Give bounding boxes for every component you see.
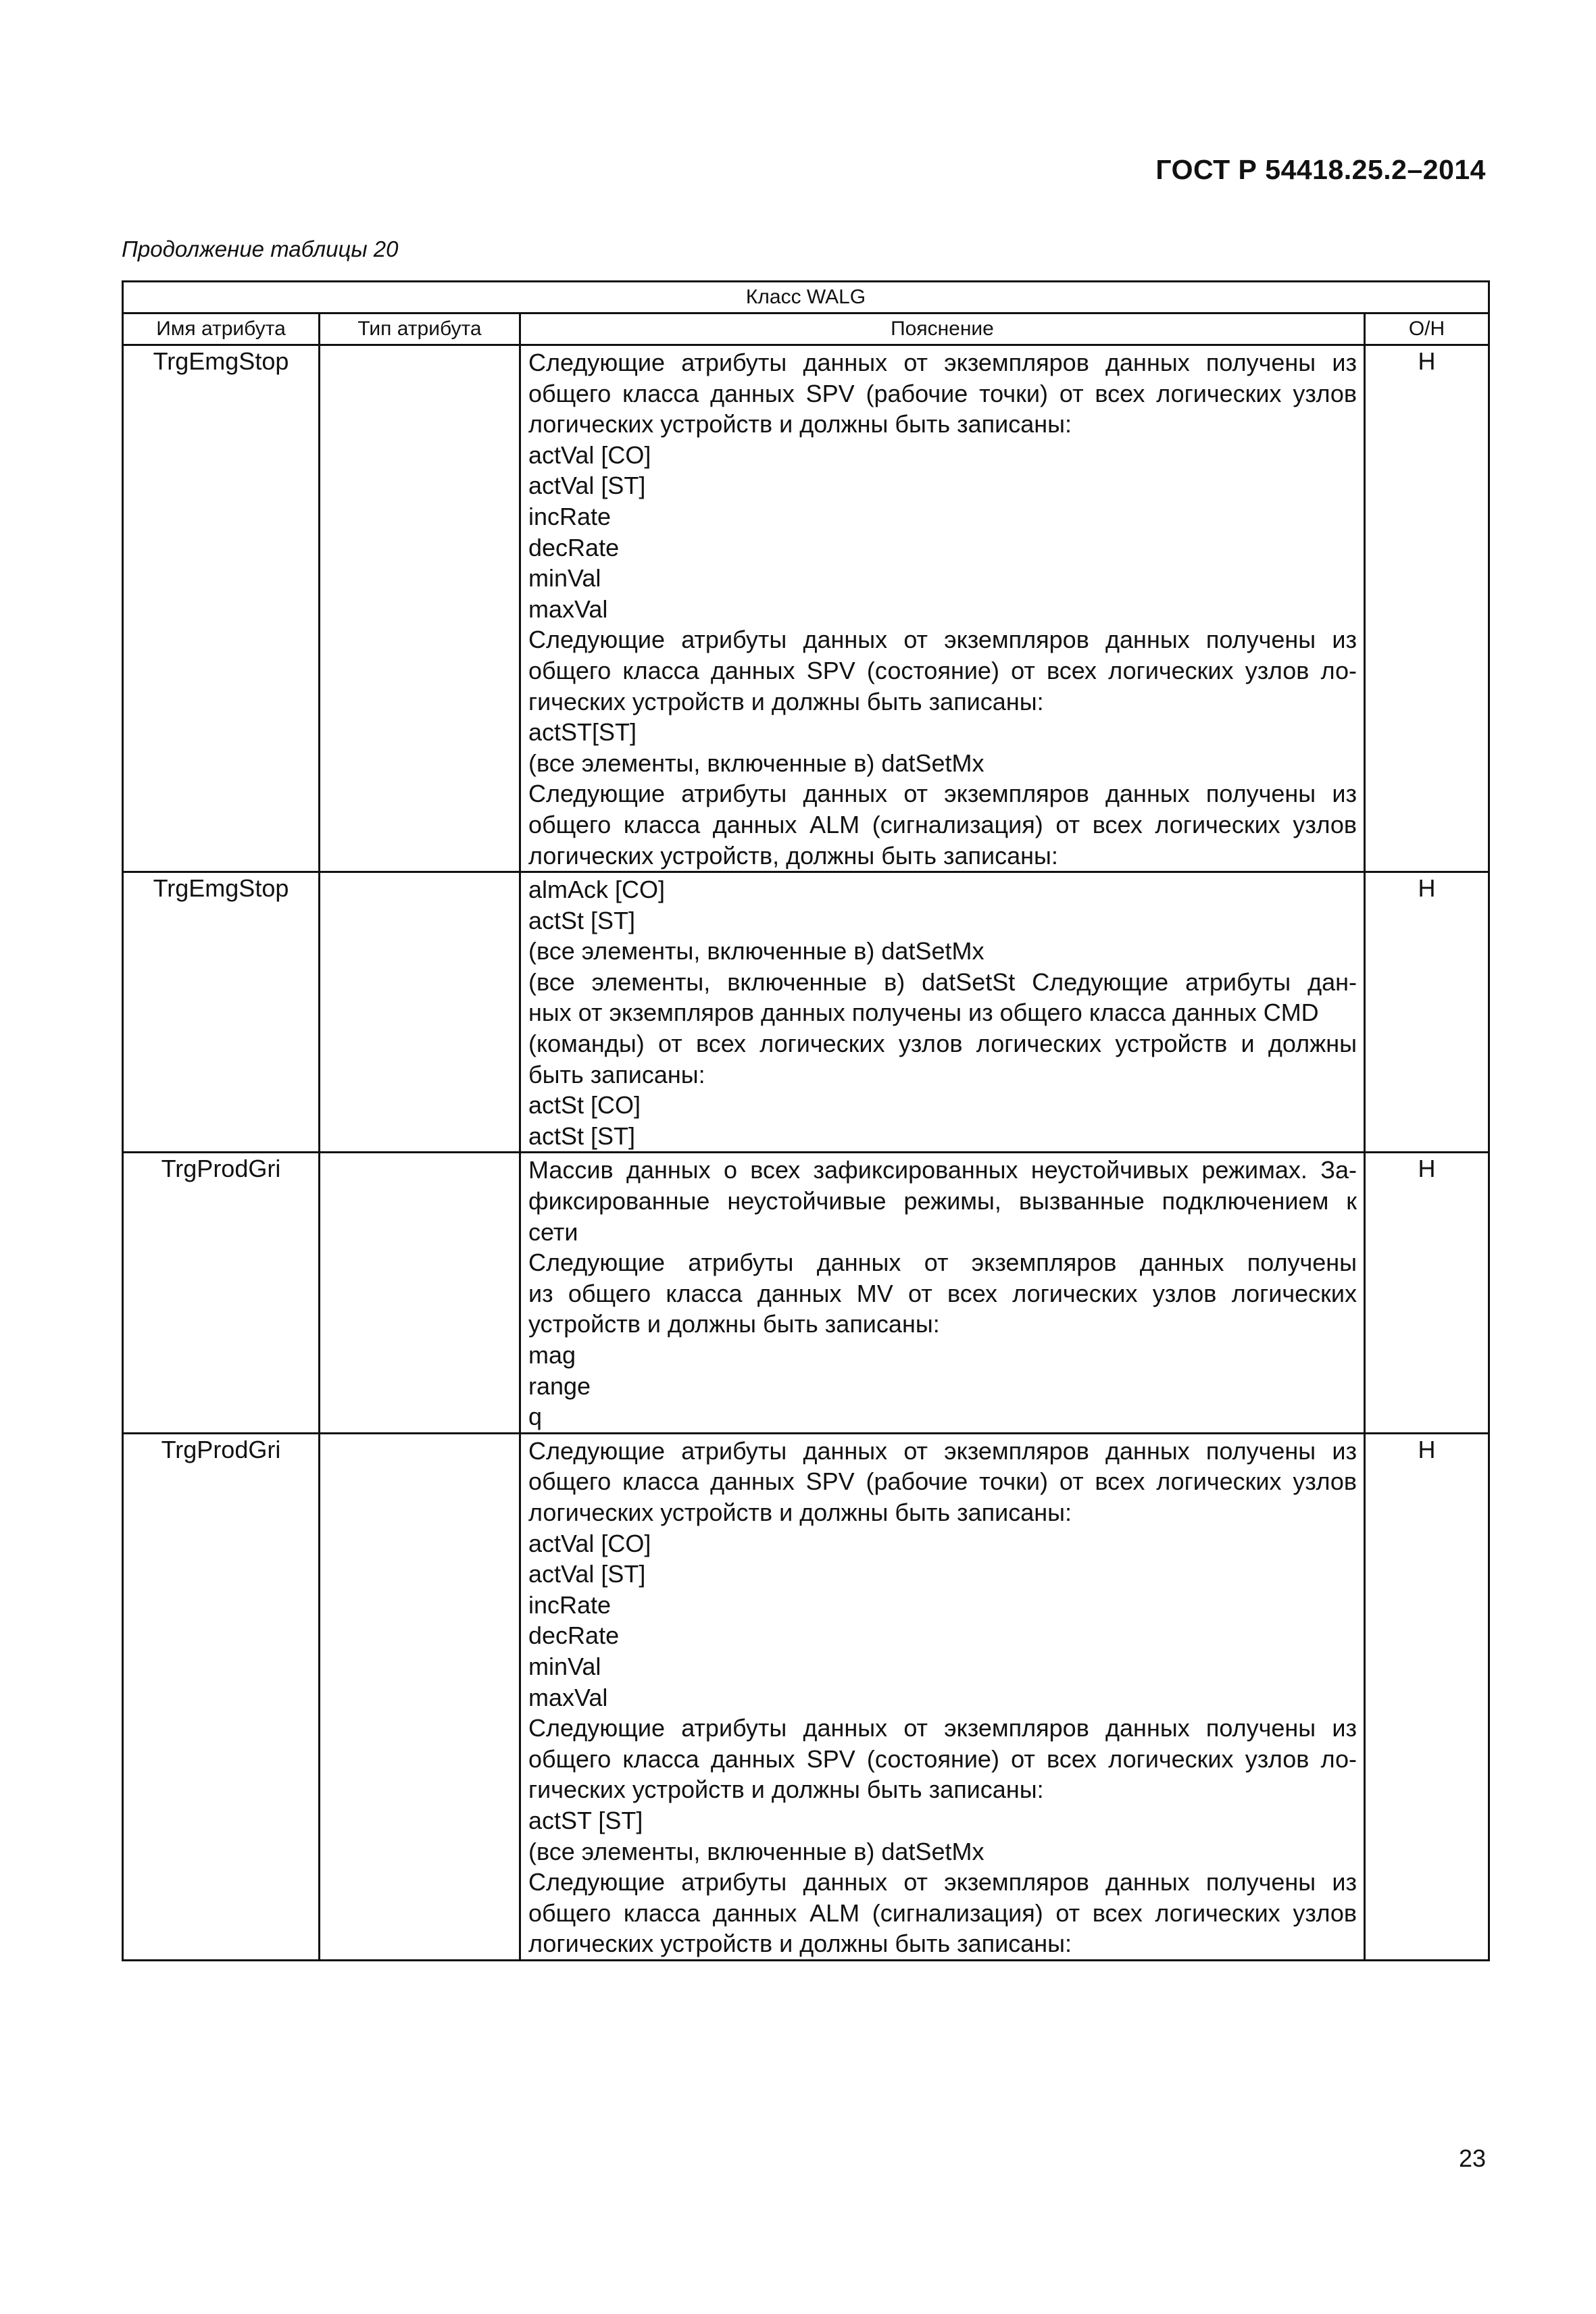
table-caption: Продолжение таблицы 20 (122, 236, 399, 261)
description-line: Следующие атрибуты данных от экземпляров данных получены из (528, 1868, 1357, 1896)
description-line: actVal [ST] (528, 472, 646, 500)
document-standard-header: ГОСТ Р 54418.25.2–2014 (1155, 154, 1486, 185)
column-header-type: Тип атрибута (320, 313, 520, 345)
description-line: общего класса данных ALM (сигнализация) от всех логических узлов (528, 810, 1357, 838)
column-header-name: Имя атрибута (123, 313, 320, 345)
mandatory-flag: Н (1365, 1153, 1489, 1433)
description-line: q (528, 1403, 543, 1431)
description-line: Массив данных о всех зафиксированных неустойчивых режимах. За- (528, 1156, 1357, 1184)
attribute-name: TrgProdGri (123, 1433, 320, 1960)
description-line: (все элементы, включенные в) datSetMx (528, 937, 984, 965)
description-line: maxVal (528, 1683, 608, 1711)
description-line: логических устройств и должны быть записаны: (528, 410, 1072, 438)
table-row (123, 345, 1489, 872)
description-line: (все элементы, включенные в) datSetSt Следующие атрибуты дан- (528, 967, 1357, 996)
description-line: общего класса данных SPV (состояние) от всех логических узлов ло- (528, 1744, 1357, 1773)
description-line: actSt [ST] (528, 906, 636, 934)
page-number: 23 (1458, 2144, 1486, 2172)
description-line: Следующие атрибуты данных от экземпляров данных получены (528, 1249, 1357, 1277)
mandatory-flag: Н (1365, 872, 1489, 1153)
description-line: устройств и должны быть записаны: (528, 1310, 940, 1338)
attribute-type (320, 345, 520, 872)
description-line: decRate (528, 1621, 620, 1650)
attribute-type (320, 1153, 520, 1433)
description-line: логических устройств и должны быть записаны: (528, 1930, 1072, 1958)
description-line: (все элементы, включенные в) datSetMx (528, 1837, 984, 1865)
attribute-description (520, 872, 1365, 1153)
description-line: maxVal (528, 595, 608, 623)
description-line: almAck [CO] (528, 876, 666, 904)
description-line: общего класса данных SPV (рабочие точки) от всех логических узлов (528, 379, 1357, 407)
description-line: (все элементы, включенные в) datSetMx (528, 749, 984, 777)
table-class-title: Класс WALG (123, 282, 1489, 313)
description-line: гических устройств и должны быть записаны: (528, 687, 1044, 715)
description-line: Следующие атрибуты данных от экземпляров данных получены из (528, 349, 1357, 376)
description-line: actST [ST] (528, 1806, 643, 1834)
description-line: логических устройств, должны быть записаны: (528, 841, 1058, 870)
table-row (123, 1433, 1489, 1960)
attribute-type (320, 872, 520, 1153)
description-line: логических устройств и должны быть записаны: (528, 1498, 1072, 1526)
description-line: Следующие атрибуты данных от экземпляров данных получены из (528, 626, 1357, 654)
attribute-name: TrgEmgStop (123, 345, 320, 872)
mandatory-flag: Н (1365, 345, 1489, 872)
description-line: быть записаны: (528, 1060, 705, 1088)
description-line: actSt [CO] (528, 1091, 641, 1120)
attribute-name: TrgProdGri (123, 1153, 320, 1433)
description-line: (команды) от всех логических узлов логических устройств и должны (528, 1030, 1357, 1058)
table-row (123, 1153, 1489, 1433)
description-line: actST[ST] (528, 718, 637, 747)
description-line: общего класса данных SPV (состояние) от всех логических узлов ло- (528, 656, 1357, 684)
description-line: из общего класса данных MV от всех логических узлов логических (528, 1279, 1357, 1307)
description-line: incRate (528, 1590, 612, 1619)
description-line: decRate (528, 533, 620, 561)
description-line: сети (528, 1217, 578, 1246)
description-line: Следующие атрибуты данных от экземпляров данных получены из (528, 1714, 1357, 1742)
mandatory-flag: Н (1365, 1433, 1489, 1960)
description-line: actVal [ST] (528, 1560, 646, 1588)
description-line: mag (528, 1341, 576, 1369)
description-line: actVal [CO] (528, 441, 651, 469)
column-header-mandatory: О/Н (1365, 313, 1489, 345)
description-line: Следующие атрибуты данных от экземпляров данных получены из (528, 780, 1357, 808)
attribute-type (320, 1433, 520, 1960)
description-line: общего класса данных ALM (сигнализация) от всех логических узлов (528, 1898, 1357, 1927)
description-line: incRate (528, 502, 612, 530)
table-row (123, 872, 1489, 1153)
description-line: actSt [ST] (528, 1122, 636, 1150)
column-header-description: Пояснение (520, 313, 1365, 345)
description-line: фиксированные неустойчивые режимы, вызванные подключением к (528, 1187, 1357, 1215)
description-line: minVal (528, 1652, 601, 1680)
description-line: общего класса данных SPV (рабочие точки) от всех логических узлов (528, 1467, 1357, 1496)
description-line: actVal [CO] (528, 1529, 651, 1557)
description-line: гических устройств и должны быть записаны: (528, 1776, 1044, 1804)
attribute-description (520, 345, 1365, 872)
attributes-table (122, 280, 1490, 1961)
description-line: Следующие атрибуты данных от экземпляров данных получены из (528, 1436, 1357, 1465)
description-line: minVal (528, 564, 601, 593)
attribute-description (520, 1153, 1365, 1433)
description-line: range (528, 1372, 591, 1400)
description-line: ных от экземпляров данных получены из общего класса данных CMD (528, 999, 1319, 1027)
attribute-name: TrgEmgStop (123, 872, 320, 1153)
attribute-description (520, 1433, 1365, 1960)
